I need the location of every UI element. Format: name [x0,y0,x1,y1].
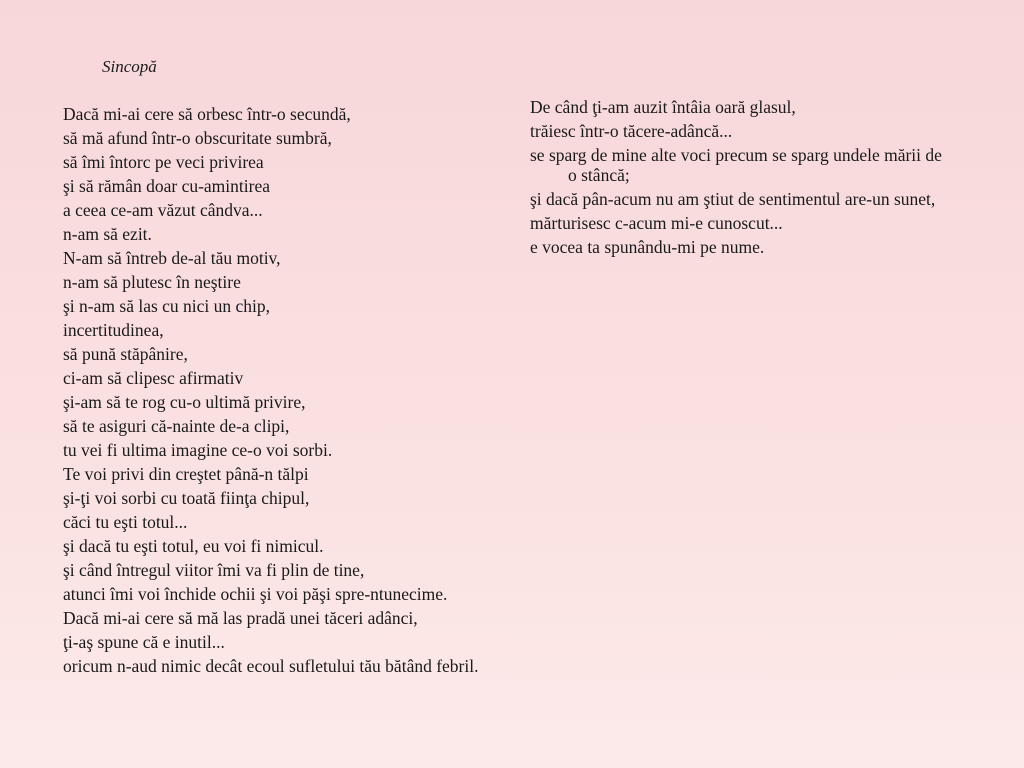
poem-title: Sincopă [102,57,157,76]
poem-line: Te voi privi din creştet până-n tălpi [63,464,309,484]
poem-line: să mă afund într-o obscuritate sumbră, [63,128,332,148]
poem-line: să îmi întorc pe veci privirea [63,152,264,172]
poem-line: ţi-aş spune că e inutil... [63,632,225,652]
poem-line: se sparg de mine alte voci precum se sparg undele mării de o stâncă; [530,145,942,185]
poem-line: căci tu eşti totul... [63,512,188,532]
poem-line: N-am să întreb de-al tău motiv, [63,248,281,268]
poem-line: să te asiguri că-nainte de-a clipi, [63,416,290,436]
poem-line: incertitudinea, [63,320,164,340]
poem-line: ci-am să clipesc afirmativ [63,368,244,388]
poem-left-column [63,104,483,680]
poem-line: şi dacă tu eşti totul, eu voi fi nimicul. [63,536,324,556]
poem-line: a ceea ce-am văzut cândva... [63,200,263,220]
poem-line: De când ţi-am auzit întâia oară glasul, [530,97,796,117]
poem-right-column [530,97,950,261]
poem-line: şi când întregul viitor îmi va fi plin de tine, [63,560,365,580]
poem-line: să pună stăpânire, [63,344,188,364]
poem-line: trăiesc într-o tăcere-adâncă... [530,121,733,141]
poem-line: Dacă mi-ai cere să mă las pradă unei tăceri adânci, [63,608,418,628]
poem-line: tu vei fi ultima imagine ce-o voi sorbi. [63,440,333,460]
poem-line: mărturisesc c-acum mi-e cunoscut... [530,213,783,233]
poem-line: oricum n-aud nimic decât ecoul sufletului tău bătând febril. [63,656,479,676]
poem-line: şi-am să te rog cu-o ultimă privire, [63,392,306,412]
poem-line: şi-ţi voi sorbi cu toată fiinţa chipul, [63,488,310,508]
poem-line: e vocea ta spunându-mi pe nume. [530,237,765,257]
poem-line: Dacă mi-ai cere să orbesc într-o secundă, [63,104,351,124]
poem-line: şi n-am să las cu nici un chip, [63,296,271,316]
poem-line: n-am să ezit. [63,224,152,244]
poem-line: şi să rămân doar cu-amintirea [63,176,270,196]
poem-line: şi dacă pân-acum nu am ştiut de sentimentul are-un sunet, [530,189,936,209]
poem-line: atunci îmi voi închide ochii şi voi păşi spre-ntunecime. [63,584,448,604]
poem-line: n-am să plutesc în neştire [63,272,241,292]
